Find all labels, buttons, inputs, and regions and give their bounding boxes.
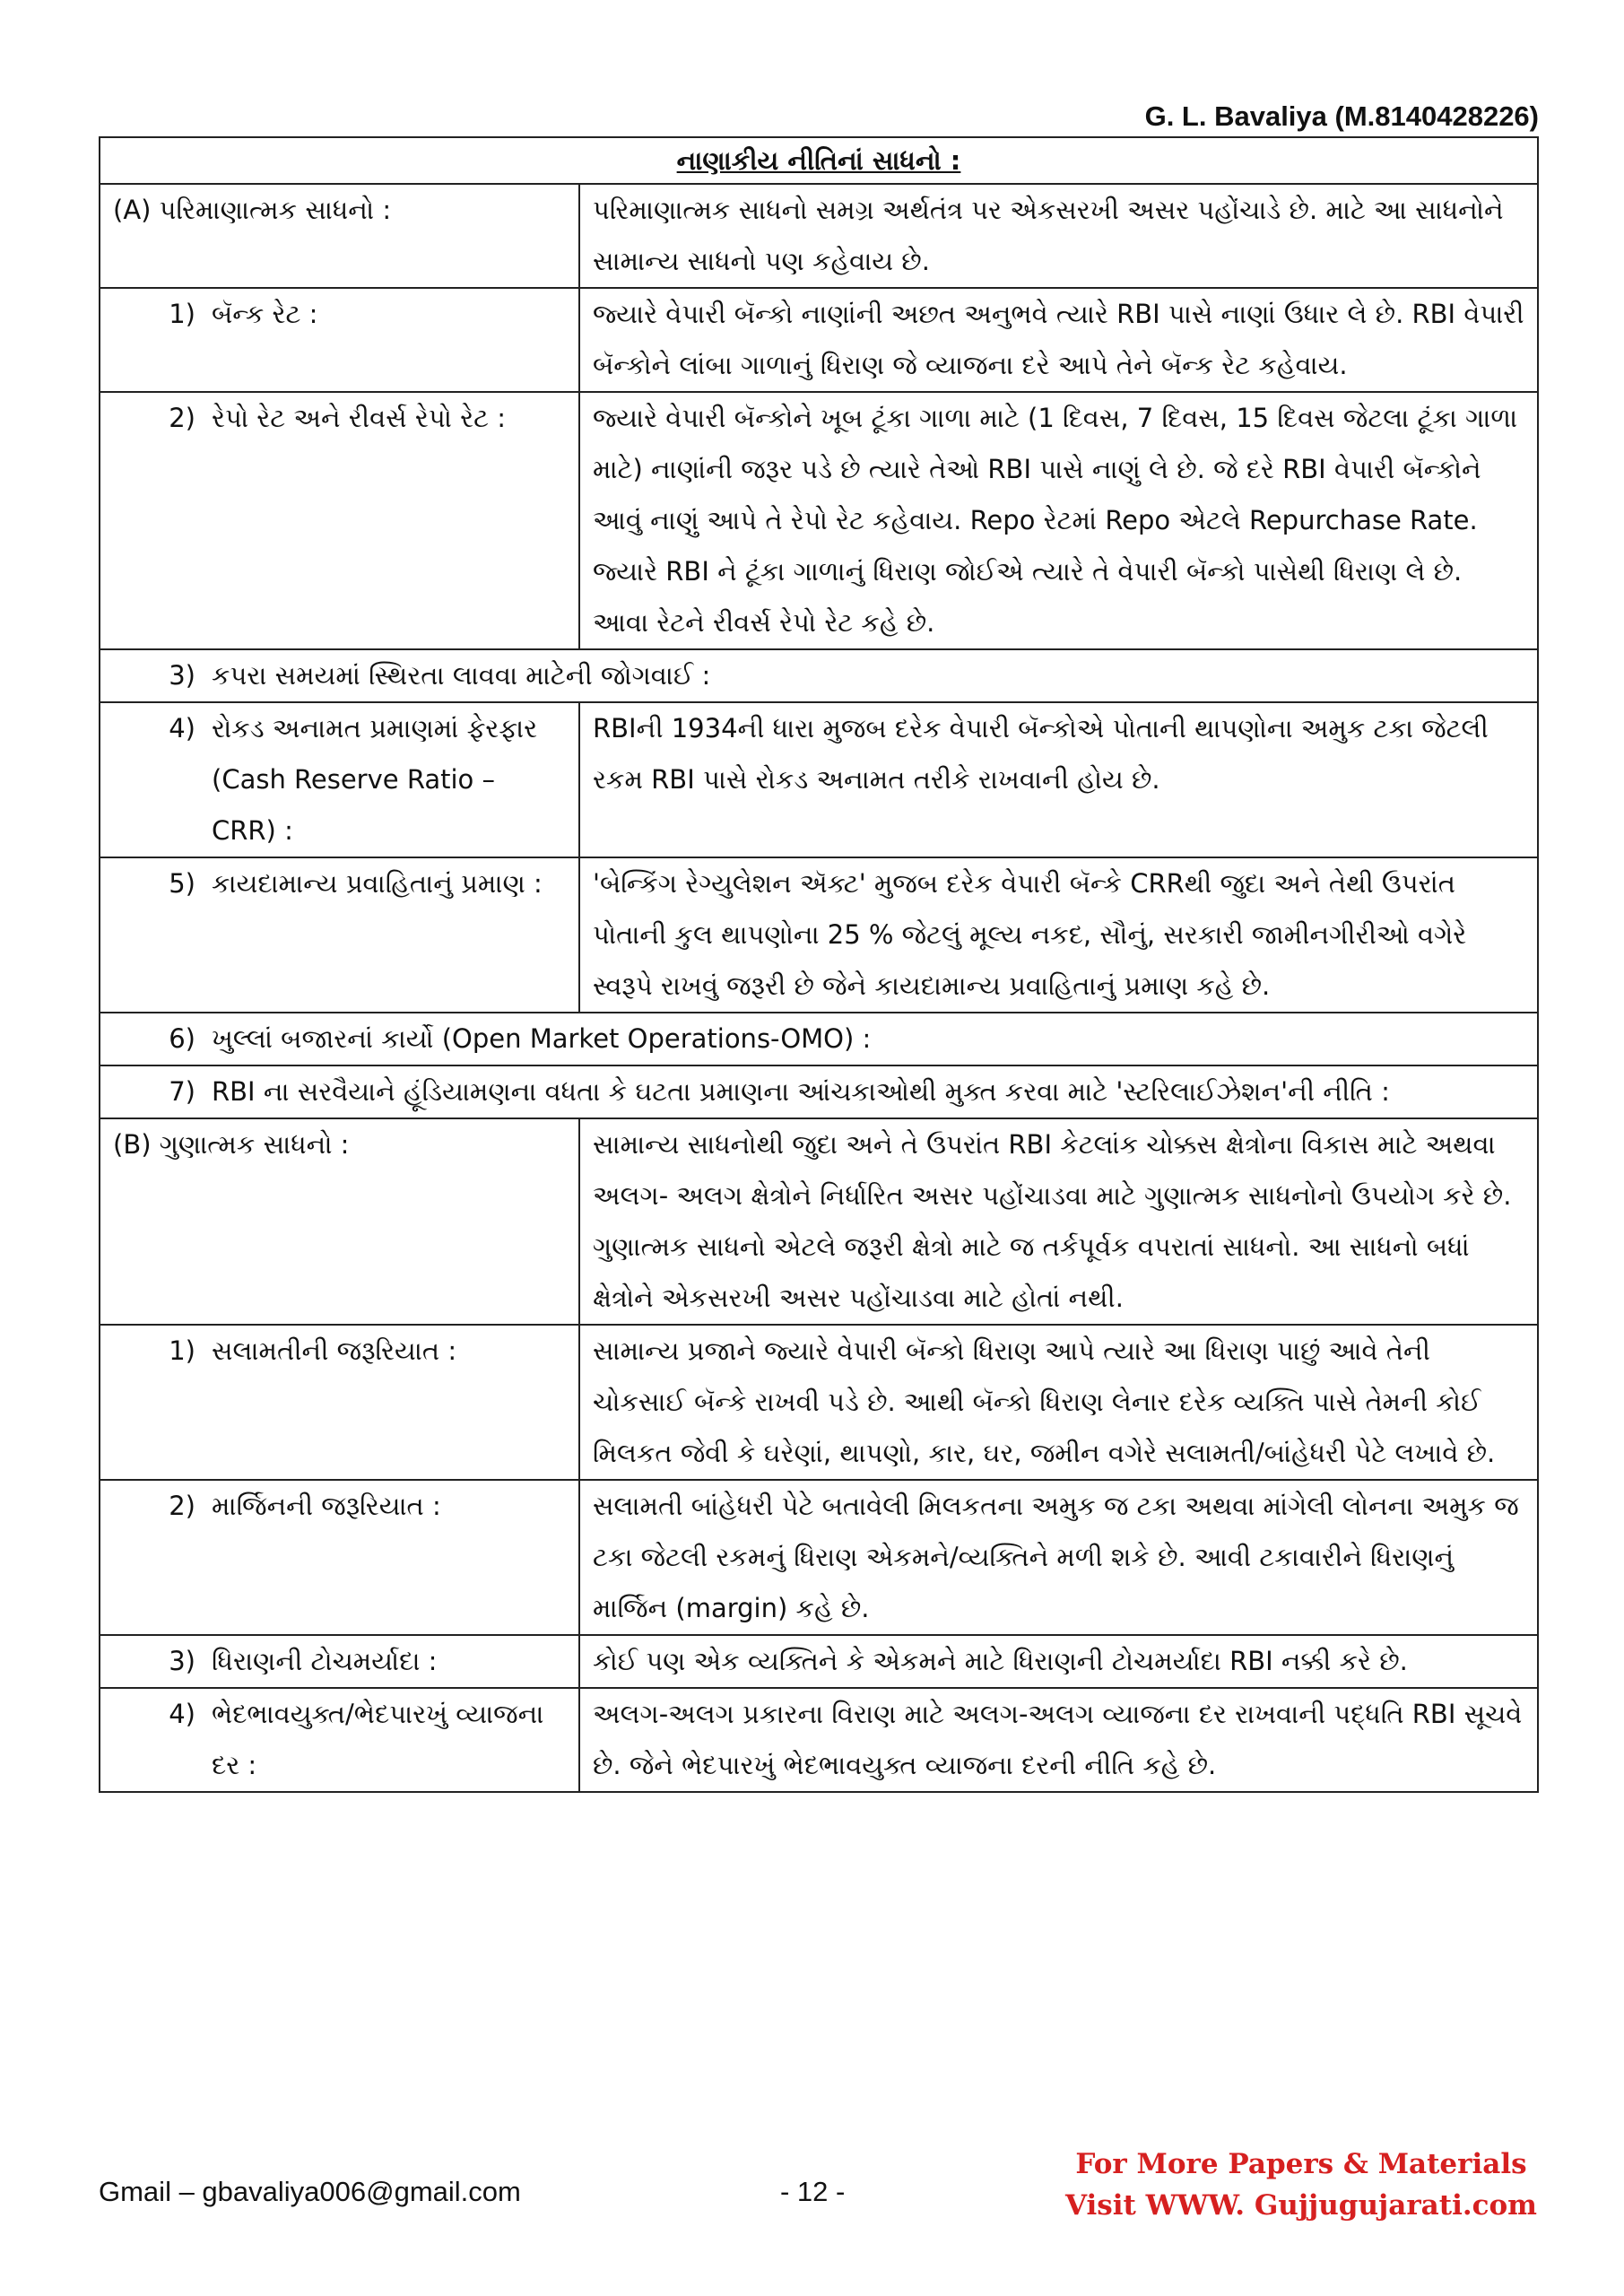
item-label: ધિરાણની ટોચમર્યાદા :	[212, 1646, 438, 1676]
promo-block	[1065, 2144, 1537, 2226]
table-row	[100, 1635, 1538, 1688]
item-desc: જ્યારે વેપારી બૅન્કોને ખૂબ ટૂંકા ગાળા માટે (1 દિવસ, 7 દિવસ, 15 દિવસ જેટલા ટૂંકા ગાળા માટે) નાણાંની જરૂર પડે છે ત્યારે તેઓ RBI પાસે નાણું લે છે. જે દરે RBI વેપારી બૅન્કોને આવું નાણું આપે તે રેપો રેટ કહેવાય. Repo રેટમાં Repo એટલે Repurchase Rate. જ્યારે RBI ને ટૂંકા ગાળાનું ધિરાણ જોઈએ ત્યારે તે વેપારી બૅન્કો પાસેથી ધિરાણ લે છે. આવા રેટને રીવર્સ રેપો રેટ કહે છે.	[579, 392, 1538, 649]
section-b-label: (B) ગુણાત્મક સાધનો :	[100, 1118, 579, 1325]
table-row	[100, 1325, 1538, 1480]
item-label: બૅન્ક રેટ :	[212, 299, 318, 329]
table-row	[100, 1480, 1538, 1635]
item-desc: RBIની 1934ની ધારા મુજબ દરેક વેપારી બૅન્કોએ પોતાની થાપણોના અમુક ટકા જેટલી રકમ RBI પાસે રોકડ અનામત તરીકે રાખવાની હોય છે.	[579, 702, 1538, 857]
table-row	[100, 857, 1538, 1013]
section-b-row	[100, 1118, 1538, 1325]
section-a-label: (A) પરિમાણાત્મક સાધનો :	[100, 184, 579, 288]
item-desc: જ્યારે વેપારી બૅન્કો નાણાંની અછત અનુભવે ત્યારે RBI પાસે નાણાં ઉધાર લે છે. RBI વેપારી બૅન્કોને લાંબા ગાળાનું ધિરાણ જે વ્યાજના દરે આપે તેને બૅન્ક રેટ કહેવાય.	[579, 288, 1538, 392]
item-label: ભેદભાવયુક્ત/ભેદપારખું વ્યાજના દર :	[212, 1699, 544, 1780]
item-number: 1)	[169, 299, 195, 329]
table-title-row	[100, 137, 1538, 184]
table-row	[100, 392, 1538, 649]
table-row	[100, 702, 1538, 857]
table-row	[100, 1065, 1538, 1118]
item-desc: 'બેન્કિંગ રેગ્યુલેશન ઍક્ટ' મુજબ દરેક વેપારી બૅન્કે CRRથી જુદા અને તેથી ઉપરાંત પોતાની કુલ થાપણોના 25 % જેટલું મૂલ્ય નકદ, સૌનું, સરકારી જામીનગીરીઓ વગેરે સ્વરૂપે રાખવું જરૂરી છે જેને કાયદામાન્ય પ્રવાહિતાનું પ્રમાણ કહે છે.	[579, 857, 1538, 1013]
item-label: સલામતીની જરૂરિયાત :	[212, 1335, 457, 1366]
item-number: 3)	[169, 1646, 195, 1676]
item-number: 7)	[169, 1076, 195, 1107]
item-desc: કોઈ પણ એક વ્યક્તિને કે એકમને માટે ધિરાણની ટોચમર્યાદા RBI નક્કી કરે છે.	[579, 1635, 1538, 1688]
table-title: નાણાકીય નીતિનાં સાધનો :	[100, 137, 1538, 184]
table-row	[100, 1013, 1538, 1065]
item-number: 4)	[169, 1699, 195, 1729]
item-desc: સામાન્ય પ્રજાને જ્યારે વેપારી બૅન્કો ધિરાણ આપે ત્યારે આ ધિરાણ પાછું આવે તેની ચોકસાઈ બૅન્કે રાખવી પડે છે. આથી બૅન્કો ધિરાણ લેનાર દરેક વ્યક્તિ પાસે તેમની કોઈ મિલકત જેવી કે ઘરેણાં, થાપણો, કાર, ઘર, જમીન વગેરે સલામતી/બાંહેધરી પેટે લખાવે છે.	[579, 1325, 1538, 1480]
item-number: 2)	[169, 403, 195, 433]
item-number: 5)	[169, 868, 195, 899]
item-label: માર્જિનની જરૂરિયાત :	[212, 1491, 441, 1521]
section-a-desc: પરિમાણાત્મક સાધનો સમગ્ર અર્થતંત્ર પર એકસરખી અસર પહોંચાડે છે. માટે આ સાધનોને સામાન્ય સાધનો પણ કહેવાય છે.	[579, 184, 1538, 288]
item-number: 2)	[169, 1491, 195, 1521]
promo-line-1: For More Papers & Materials	[1075, 2148, 1527, 2180]
item-number: 1)	[169, 1335, 195, 1366]
table-row	[100, 1688, 1538, 1792]
instruments-table	[99, 136, 1539, 1793]
item-label: RBI ના સરવૈયાને હૂંડિયામણના વધતા કે ઘટતા પ્રમાણના આંચકાઓથી મુક્ત કરવા માટે 'સ્ટરિલાઈઝેશન'ની નીતિ :	[212, 1076, 1390, 1107]
author-header: G. L. Bavaliya (M.8140428226)	[1144, 100, 1539, 132]
item-number: 3)	[169, 660, 195, 691]
section-b-desc: સામાન્ય સાધનોથી જુદા અને તે ઉપરાંત RBI કેટલાંક ચોક્કસ ક્ષેત્રોના વિકાસ માટે અથવા અલગ- અલગ ક્ષેત્રોને નિર્ધારિત અસર પહોંચાડવા માટે ગુણાત્મક સાધનોનો ઉપયોગ કરે છે. ગુણાત્મક સાધનો એટલે જરૂરી ક્ષેત્રો માટે જ તર્કપૂર્વક વપરાતાં સાધનો. આ સાધનો બધાં ક્ષેત્રોને એકસરખી અસર પહોંચાડવા માટે હોતાં નથી.	[579, 1118, 1538, 1325]
item-label: રેપો રેટ અને રીવર્સ રેપો રેટ :	[212, 403, 506, 433]
item-number: 4)	[169, 713, 195, 744]
item-number: 6)	[169, 1023, 195, 1054]
item-desc: અલગ-અલગ પ્રકારના વિરાણ માટે અલગ-અલગ વ્યાજના દર રાખવાની પદ્ધતિ RBI સૂચવે છે. જેને ભેદપારખું ભેદભાવયુક્ત વ્યાજના દરની નીતિ કહે છે.	[579, 1688, 1538, 1792]
section-a-row	[100, 184, 1538, 288]
item-label: રોકડ અનામત પ્રમાણમાં ફેરફાર (Cash Reserve Ratio – CRR) :	[212, 713, 538, 846]
item-desc: સલામતી બાંહેધરી પેટે બતાવેલી મિલકતના અમુક જ ટકા અથવા માંગેલી લોનના અમુક જ ટકા જેટલી રકમનું ધિરાણ એકમને/વ્યક્તિને મળી શકે છે. આવી ટકાવારીને ધિરાણનું માર્જિન (margin) કહે છે.	[579, 1480, 1538, 1635]
table-row	[100, 288, 1538, 392]
item-label: કપરા સમયમાં સ્થિરતા લાવવા માટેની જોગવાઈ :	[212, 660, 711, 691]
item-label: ખુલ્લાં બજારનાં કાર્યો (Open Market Operations-OMO) :	[212, 1023, 872, 1054]
footer-email: Gmail – gbavaliya006@gmail.com	[99, 2176, 521, 2207]
promo-line-2[interactable]: Visit WWW. Gujjugujarati.com	[1065, 2189, 1537, 2222]
table-row	[100, 649, 1538, 702]
page-number: - 12 -	[780, 2176, 846, 2207]
item-label: કાયદામાન્ય પ્રવાહિતાનું પ્રમાણ :	[212, 868, 543, 899]
